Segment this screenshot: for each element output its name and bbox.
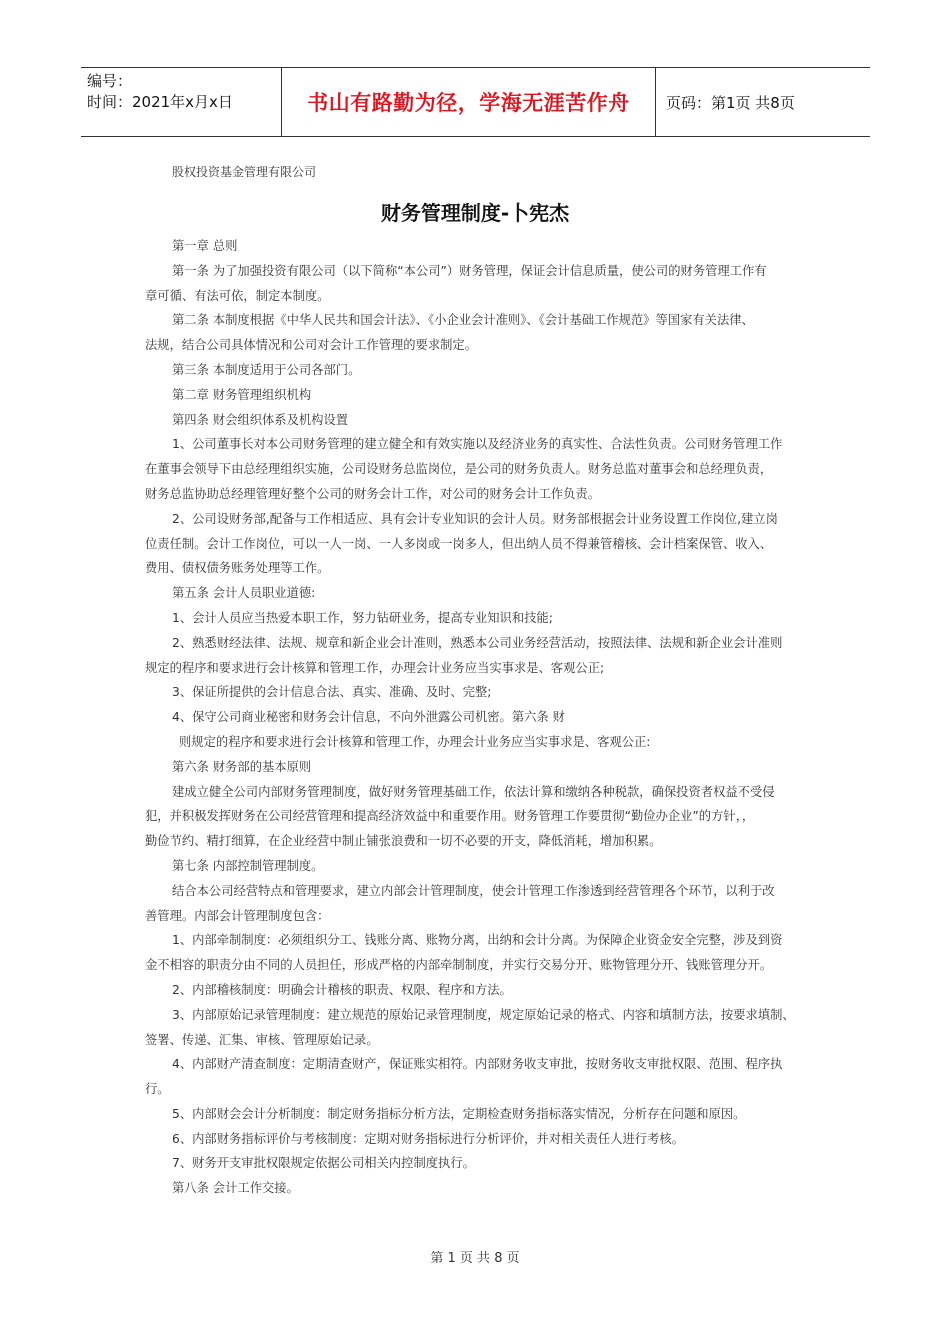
body-line: 则规定的程序和要求进行会计核算和管理工作，办理会计业务应当实事求是、客观公正: — [179, 734, 651, 749]
body-line: 第五条 会计人员职业道德: — [172, 586, 316, 601]
body-line: 2、公司设财务部,配备与工作相适应、具有会计专业知识的会计人员。财务部根据会计业务设置工作岗位,建立岗 — [172, 511, 778, 526]
body-line: 7、财务开支审批权限规定依据公司相关内控制度执行。 — [172, 1156, 475, 1171]
body-line: 3、保证所提供的会计信息合法、真实、准确、及时、完整; — [172, 685, 492, 700]
body-line: 2、熟悉财经法律、法规、规章和新企业会计准则，熟悉本公司业务经营活动，按照法律、法规和新企业会计准则 — [172, 635, 783, 650]
body-line: 第二章 财务管理组织机构 — [172, 387, 312, 402]
body-line: 第一章 总则 — [172, 239, 238, 253]
body-line: 金不相容的职责分由不同的人员担任，形成严格的内部牵制制度，并实行交易分开、账物管理分开、钱账管理分开。 — [145, 958, 773, 973]
body-line: 1、会计人员应当热爱本职工作，努力钻研业务，提高专业知识和技能; — [172, 610, 553, 625]
body-line: 勤俭节约、精打细算，在企业经营中制止铺张浪费和一切不必要的开支，降低消耗，增加积累。 — [145, 834, 662, 849]
document-body — [145, 234, 810, 1201]
body-line: 第一条 为了加强投资有限公司（以下简称“本公司”）财务管理，保证会计信息质量，使公司的财务管理工作有 — [172, 263, 767, 278]
page-footer: 第 1 页 共 8 页 — [430, 1251, 520, 1266]
body-line: 结合本公司经营特点和管理要求，建立内部会计管理制度，使会计管理工作渗透到经营管理各个环节，以利于改 — [172, 883, 775, 898]
body-line: 4、内部财产清查制度：定期清查财产，保证账实相符。内部财务收支审批，按财务收支审批权限、范围、程序执 — [172, 1057, 783, 1072]
header-meta — [81, 68, 281, 136]
body-line: 第四条 财会组织体系及机构设置 — [172, 412, 349, 427]
body-line: 位责任制。会计工作岗位，可以一人一岗、一人多岗或一岗多人，但出纳人员不得兼管稽核、会计档案保管、收入、 — [145, 536, 773, 551]
body-line: 3、内部原始记录管理制度：建立规范的原始记录管理制度，规定原始记录的格式、内容和填制方法，按要求填制、 — [172, 1007, 795, 1022]
header-page-info: 页码：第1页 共8页 — [666, 93, 795, 112]
body-line: 1、内部牵制制度：必须组织分工、钱账分离、账物分离，出纳和会计分离。为保障企业资金安全完整，涉及到资 — [172, 933, 783, 948]
body-line: 第七条 内部控制管理制度。 — [172, 858, 324, 873]
body-line: 第二条 本制度根据《中华人民共和国会计法》、《小企业会计准则》、《会计基础工作规范》等国家有关法律、 — [172, 313, 754, 328]
body-line: 善管理。内部会计管理制度包含： — [145, 908, 330, 923]
body-line: 第八条 会计工作交接。 — [172, 1181, 299, 1196]
body-line: 犯，并积极发挥财务在公司经营管理和提高经济效益中和重要作用。财务管理工作要贯彻“勤俭办企业”的方针，， — [145, 809, 755, 824]
body-line: 签署、传递、汇集、审核、管理原始记录。 — [145, 1032, 379, 1047]
body-line: 法规，结合公司具体情况和公司对会计工作管理的要求制定。 — [145, 338, 478, 353]
page-header — [81, 67, 870, 137]
body-line: 4、保守公司商业秘密和财务会计信息，不向外泄露公司机密。第六条 财 — [172, 710, 565, 725]
body-line: 第六条 财务部的基本原则 — [172, 759, 312, 774]
body-line: 财务总监协助总经理管理好整个公司的财务会计工作，对公司的财务会计工作负责。 — [145, 486, 600, 501]
body-line: 1、公司董事长对本公司财务管理的建立健全和有效实施以及经济业务的真实性、合法性负责。公司财务管理工作 — [172, 437, 783, 452]
body-line: 章可循、有法可依，制定本制度。 — [145, 288, 330, 303]
body-line: 6、内部财务指标评价与考核制度：定期对财务指标进行分析评价，并对相关责任人进行考核。 — [172, 1131, 684, 1146]
document-date: 时间：2021年x月x日 — [87, 93, 233, 111]
document-number: 编号： — [87, 72, 133, 90]
body-line: 规定的程序和要求进行会计核算和管理工作，办理会计业务应当实事求是、客观公正; — [145, 660, 605, 675]
document-title: 财务管理制度-卜宪杰 — [380, 201, 570, 225]
body-line: 费用、债权债务账务处理等工作。 — [145, 561, 330, 576]
body-line: 2、内部稽核制度：明确会计稽核的职责、权限、程序和方法。 — [172, 982, 512, 997]
body-line: 在董事会领导下由总经理组织实施，公司设财务总监岗位，是公司的财务负责人。财务总监对董事会和总经理负责， — [145, 462, 773, 477]
header-motto: 书山有路勤为径，学海无涯苦作舟 — [281, 68, 656, 136]
company-name: 股权投资基金管理有限公司 — [172, 165, 317, 179]
body-line: 第三条 本制度适用于公司各部门。 — [172, 362, 361, 377]
body-line: 建成立健全公司内部财务管理制度，做好财务管理基础工作，依法计算和缴纳各种税款，确保投资者权益不受侵 — [172, 784, 775, 799]
body-line: 5、内部财会会计分析制度：制定财务指标分析方法，定期检查财务指标落实情况，分析存在问题和原因。 — [172, 1106, 746, 1121]
body-line: 行。 — [145, 1082, 170, 1097]
